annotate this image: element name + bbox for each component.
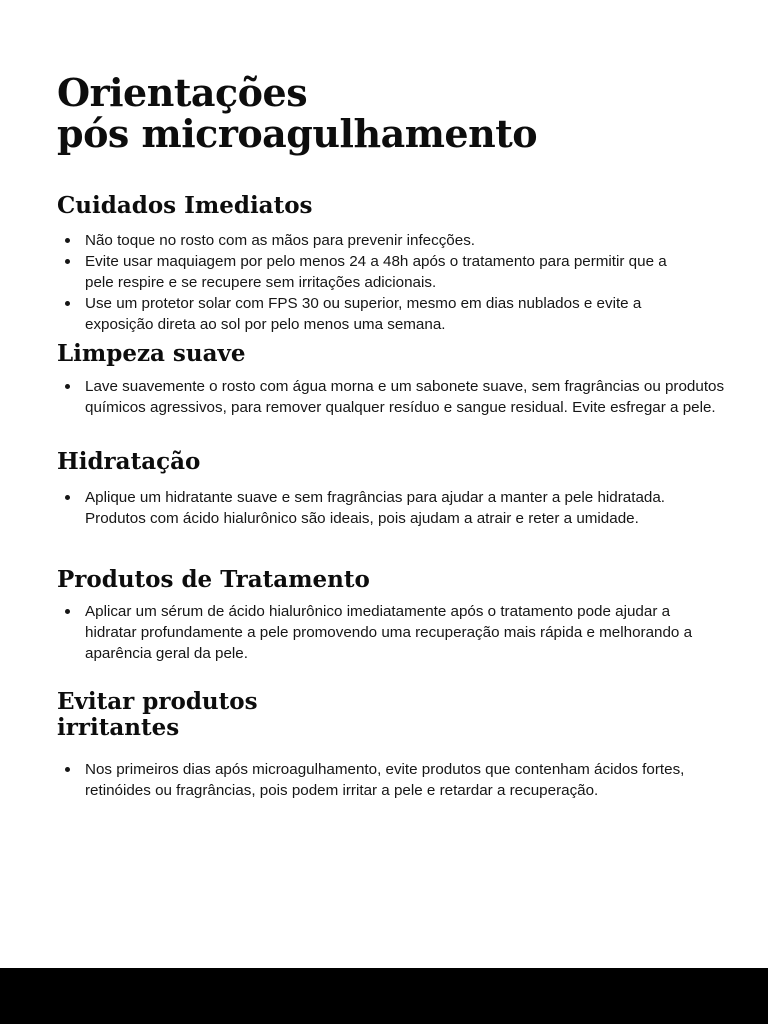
page-title (57, 72, 537, 154)
list-item: Use um protetor solar com FPS 30 ou superior, mesmo em dias nublados e evite a exposição direta ao sol por pelo menos uma semana. (85, 293, 665, 335)
section-heading-line-2: irritantes (57, 714, 180, 741)
list-cuidados-imediatos (57, 230, 747, 335)
section-heading-produtos-de-tratamento: Produtos de Tratamento (57, 566, 370, 593)
list-item: Evite usar maquiagem por pelo menos 24 a 48h após o tratamento para permitir que a pele respire e se recupere sem irritações adicionais. (85, 251, 675, 293)
list-evitar-produtos-irritantes (57, 759, 747, 801)
list-item: Não toque no rosto com as mãos para prevenir infecções. (85, 230, 685, 251)
list-limpeza-suave (57, 376, 747, 418)
section-heading-cuidados-imediatos: Cuidados Imediatos (57, 192, 313, 219)
list-hidratacao (57, 487, 747, 529)
section-heading-limpeza-suave: Limpeza suave (57, 340, 246, 367)
list-item: Nos primeiros dias após microagulhamento, evite produtos que contenham ácidos fortes, retinóides ou fragrâncias, pois podem irritar a pele e retardar a recuperação. (85, 759, 747, 801)
footer-bar (0, 968, 768, 1024)
page-title-line-1: Orientações (57, 70, 308, 115)
list-item: Aplique um hidratante suave e sem fragrâncias para ajudar a manter a pele hidratada. Produtos com ácido hialurônico são ideais, pois ajudam a atrair e reter a umidade. (85, 487, 675, 529)
section-heading-evitar-produtos-irritantes (57, 689, 258, 741)
list-item: Lave suavemente o rosto com água morna e um sabonete suave, sem fragrâncias ou produtos químicos agressivos, para remover qualquer resíduo e sangue residual. Evite esfregar a pele. (85, 376, 735, 418)
page-title-line-2: pós microagulhamento (57, 111, 538, 156)
section-heading-hidratacao: Hidratação (57, 448, 201, 475)
section-heading-line-1: Evitar produtos (57, 688, 258, 715)
list-produtos-de-tratamento (57, 601, 747, 664)
list-item: Aplicar um sérum de ácido hialurônico imediatamente após o tratamento pode ajudar a hidratar profundamente a pele promovendo uma recuperação mais rápida e melhorando a aparência geral da pele. (85, 601, 705, 664)
